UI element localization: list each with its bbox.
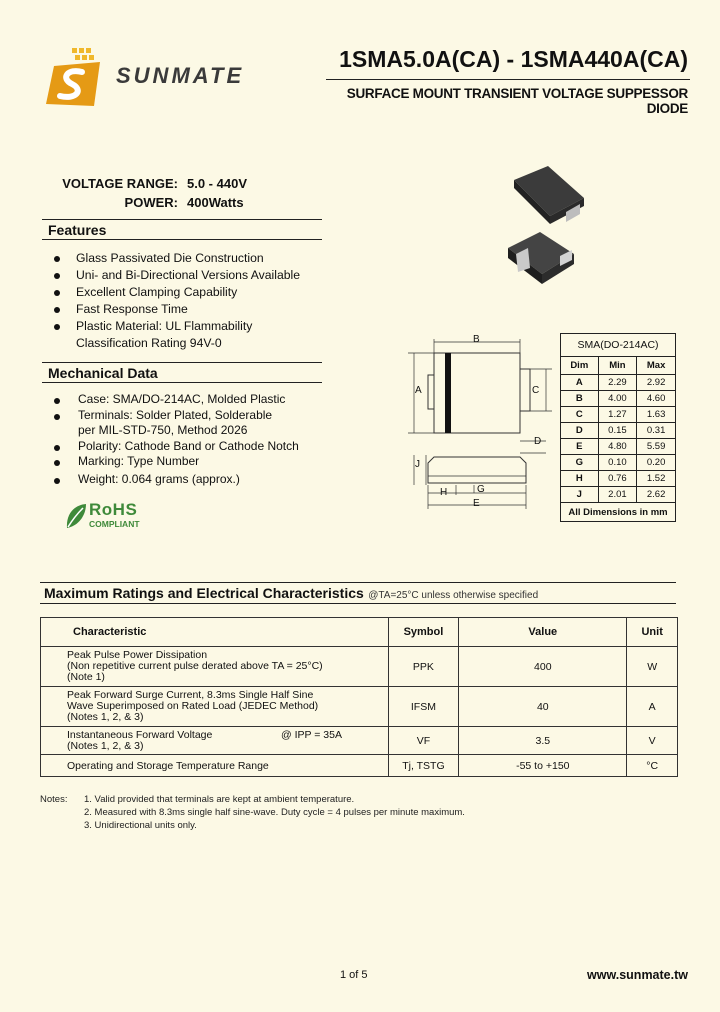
power-label: POWER: xyxy=(124,195,178,210)
table-row: H 0.76 1.52 xyxy=(561,471,676,487)
column-header: Unit xyxy=(627,618,678,647)
note-item: 1. Valid provided that terminals are kept at ambient temperature. xyxy=(84,794,355,805)
list-item: Glass Passivated Die Construction xyxy=(48,250,338,267)
voltage-range-label: VOLTAGE RANGE: xyxy=(62,176,178,191)
list-item: Polarity: Cathode Band or Cathode Notch xyxy=(48,439,348,455)
dim-label-e: E xyxy=(473,498,480,509)
table-row: A 2.29 2.92 xyxy=(561,375,676,391)
list-item: Marking: Type Number xyxy=(48,454,348,470)
website-link[interactable]: www.sunmate.tw xyxy=(587,968,688,982)
column-header: Min xyxy=(598,357,637,375)
brand-name: SUNMATE xyxy=(116,63,245,88)
dim-label-b: B xyxy=(473,334,480,345)
column-header: Dim xyxy=(561,357,599,375)
features-list xyxy=(48,250,338,352)
dim-label-a: A xyxy=(415,385,422,396)
list-item: Fast Response Time xyxy=(48,301,338,318)
list-item: Weight: 0.064 grams (approx.) xyxy=(48,472,348,488)
page-number: 1 of 5 xyxy=(340,969,368,981)
dimension-table xyxy=(560,333,676,522)
ratings-condition: @TA=25°C unless otherwise specified xyxy=(368,590,539,601)
table-row: E 4.80 5.59 xyxy=(561,439,676,455)
voltage-range-value: 5.0 - 440V xyxy=(187,176,247,191)
document-title: 1SMA5.0A(CA) - 1SMA440A(CA) xyxy=(339,46,688,72)
table-row: Instantaneous Forward Voltage @ IPP = 35A (Notes 1, 2, & 3) VF 3.5 V xyxy=(41,727,678,755)
table-row: Peak Pulse Power Dissipation (Non repetitive current pulse derated above TA = 25°C) (Note 1) PPK 400 W xyxy=(41,647,678,687)
ratings-bottom-rule xyxy=(40,603,676,604)
rohs-label: RoHS xyxy=(89,500,138,519)
ratings-top-rule xyxy=(40,582,676,583)
ratings-table xyxy=(40,617,678,777)
rohs-compliant-badge xyxy=(64,500,164,532)
features-top-rule xyxy=(42,219,322,220)
column-header: Symbol xyxy=(388,618,459,647)
table-row: J 2.01 2.62 xyxy=(561,487,676,503)
mechanical-list xyxy=(48,392,348,487)
table-row: C 1.27 1.63 xyxy=(561,407,676,423)
table-row: B 4.00 4.60 xyxy=(561,391,676,407)
mechanical-bottom-rule xyxy=(42,382,322,383)
features-bottom-rule xyxy=(42,239,322,240)
package-photo xyxy=(500,160,590,288)
package-outline-drawing xyxy=(404,333,556,513)
rohs-compliant-label: COMPLIANT xyxy=(89,519,140,529)
dim-label-d: D xyxy=(534,436,542,447)
column-header: Characteristic xyxy=(41,618,389,647)
mechanical-heading: Mechanical Data xyxy=(48,365,158,381)
dim-label-g: G xyxy=(477,484,485,495)
dim-label-c: C xyxy=(532,385,540,396)
table-row: D 0.15 0.31 xyxy=(561,423,676,439)
notes-label: Notes: xyxy=(40,794,68,805)
list-item: Case: SMA/DO-214AC, Molded Plastic xyxy=(48,392,348,408)
document-subtitle: SURFACE MOUNT TRANSIENT VOLTAGE SUPPESSOR DIODE xyxy=(346,86,688,116)
notes-list xyxy=(84,793,644,832)
list-item: Terminals: Solder Plated, Solderable xyxy=(48,408,348,424)
note-item: 2. Measured with 8.3ms single half sine-wave. Duty cycle = 4 pulses per minute maximum. xyxy=(84,807,465,818)
ratings-heading: Maximum Ratings and Electrical Characteristics xyxy=(44,585,364,601)
power-value: 400Watts xyxy=(187,195,244,210)
table-row: Operating and Storage Temperature Range Tj, TSTG -55 to +150 °C xyxy=(41,755,678,777)
dim-label-j: J xyxy=(415,459,420,470)
leaf-icon xyxy=(64,502,88,530)
table-row: G 0.10 0.20 xyxy=(561,455,676,471)
dim-label-h: H xyxy=(440,487,448,498)
note-item: 3. Unidirectional units only. xyxy=(84,820,197,831)
column-header: Value xyxy=(459,618,627,647)
features-heading: Features xyxy=(48,222,107,238)
list-item: Plastic Material: UL Flammability xyxy=(48,318,338,335)
list-item: per MIL-STD-750, Method 2026 xyxy=(78,423,248,437)
table-row: Peak Forward Surge Current, 8.3ms Single Half Sine Wave Superimposed on Rated Load (JEDEC Method) (Notes 1, 2, & 3) IFSM 40 A xyxy=(41,687,678,727)
dimension-table-caption: SMA(DO-214AC) xyxy=(561,334,676,357)
sunmate-logo xyxy=(42,48,108,108)
mechanical-top-rule xyxy=(42,362,322,363)
list-item: Classification Rating 94V-0 xyxy=(76,336,222,350)
ratings-heading-row xyxy=(44,585,680,603)
list-item: Uni- and Bi-Directional Versions Available xyxy=(48,267,338,284)
title-divider xyxy=(326,79,690,80)
column-header: Max xyxy=(637,357,676,375)
list-item: Excellent Clamping Capability xyxy=(48,284,338,301)
dimension-table-footer: All Dimensions in mm xyxy=(561,503,676,522)
